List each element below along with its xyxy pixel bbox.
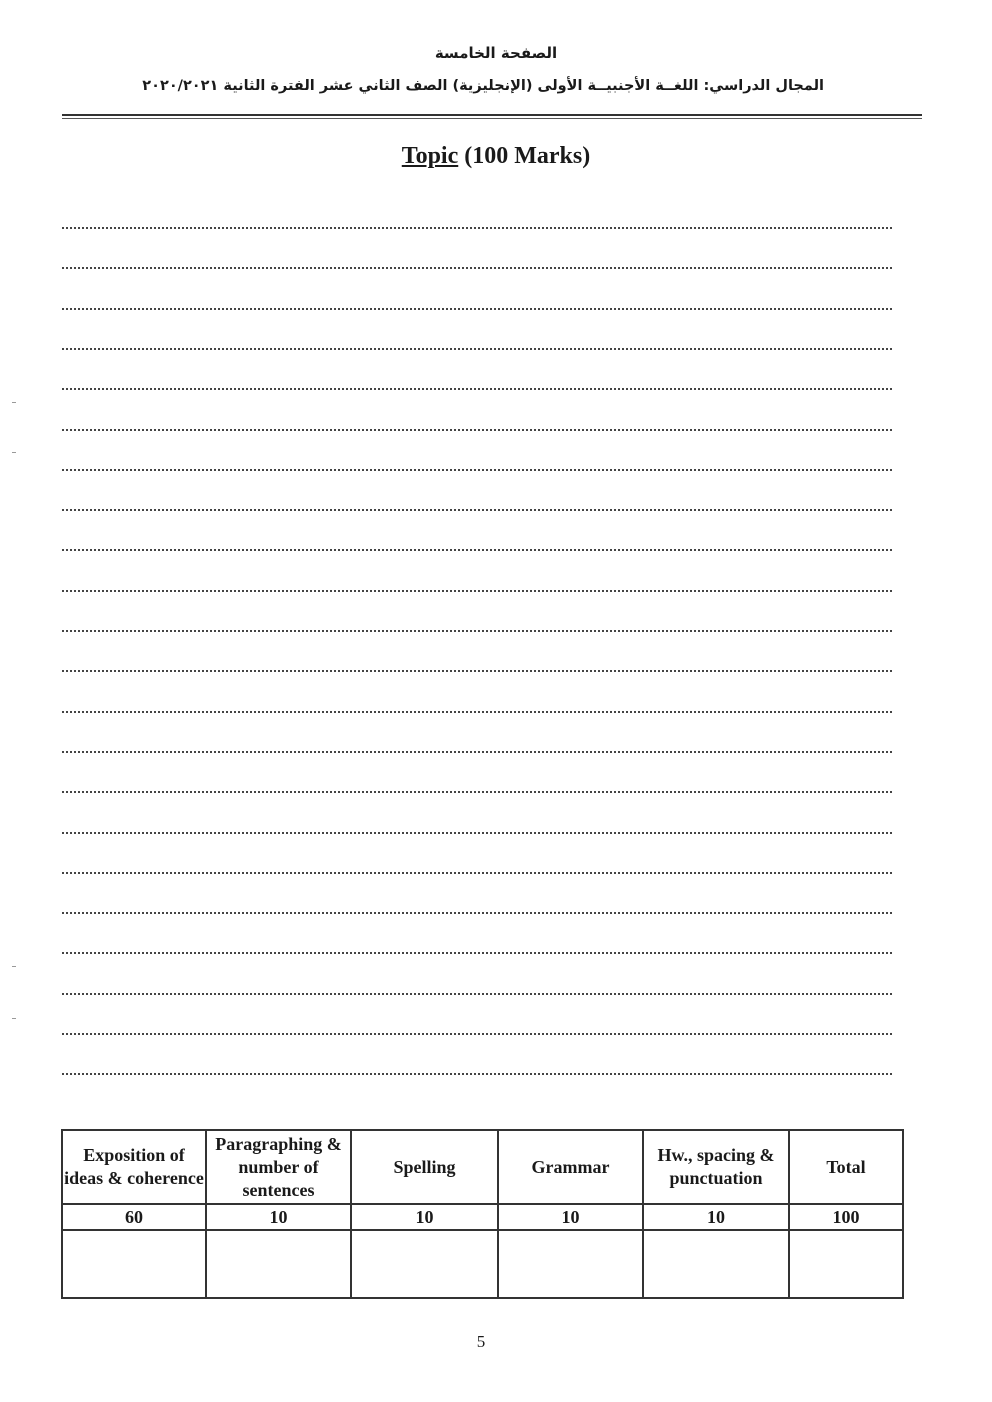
answer-line[interactable] (62, 388, 892, 390)
answer-line[interactable] (62, 670, 892, 672)
title-marks: (100 Marks) (464, 143, 591, 169)
answer-line[interactable] (62, 1073, 892, 1075)
rubric-header-cell: Grammar (498, 1130, 643, 1204)
rubric-score-cell: 10 (643, 1204, 789, 1230)
rubric-header-cell: Spelling (351, 1130, 498, 1204)
answer-line[interactable] (62, 872, 892, 874)
header-rule-thin (62, 118, 922, 119)
rubric-score-cell: 10 (498, 1204, 643, 1230)
answer-line[interactable] (62, 993, 892, 995)
grading-cell[interactable] (643, 1230, 789, 1298)
answer-line[interactable] (62, 429, 892, 431)
rubric-header-row (62, 1130, 903, 1204)
rubric-score-cell: 10 (351, 1204, 498, 1230)
rubric-score-cell: 100 (789, 1204, 903, 1230)
answer-line[interactable] (62, 912, 892, 914)
title-topic-word: Topic (401, 143, 459, 169)
answer-line[interactable] (62, 952, 892, 954)
page-title (0, 143, 992, 170)
answer-line[interactable] (62, 348, 892, 350)
answer-line[interactable] (62, 509, 892, 511)
page-label: الصفحة الخامسة (434, 44, 558, 62)
grading-cell[interactable] (498, 1230, 643, 1298)
answer-line[interactable] (62, 308, 892, 310)
answer-line[interactable] (62, 549, 892, 551)
answer-line[interactable] (62, 469, 892, 471)
answer-line[interactable] (62, 751, 892, 753)
answer-line[interactable] (62, 227, 892, 229)
rubric-header-cell: Paragraphing & number of sentences (206, 1130, 351, 1204)
grading-cell[interactable] (62, 1230, 206, 1298)
grading-cell[interactable] (789, 1230, 903, 1298)
marks-rubric-table (61, 1129, 904, 1299)
rubric-header-cell: Hw., spacing & punctuation (643, 1130, 789, 1204)
answer-line[interactable] (62, 630, 892, 632)
rubric-header-cell: Total (789, 1130, 903, 1204)
answer-line[interactable] (62, 1033, 892, 1035)
grading-cell[interactable] (351, 1230, 498, 1298)
answer-line[interactable] (62, 267, 892, 269)
rubric-score-cell: 10 (206, 1204, 351, 1230)
answer-line[interactable] (62, 711, 892, 713)
answer-line[interactable] (62, 832, 892, 834)
rubric-score-cell: 60 (62, 1204, 206, 1230)
grading-cell[interactable] (206, 1230, 351, 1298)
header-rule-thick (62, 114, 922, 116)
rubric-grading-row (62, 1230, 903, 1298)
answer-line[interactable] (62, 590, 892, 592)
subject-line: المجال الدراسي: اللغــة الأجنبيــة الأولى (الإنجليزية) الصف الثاني عشر الفترة الثانية ٢٠٢٠/٢٠٢١ (142, 78, 824, 94)
answer-line[interactable] (62, 791, 892, 793)
rubric-header-cell: Exposition of ideas & coherence (62, 1130, 206, 1204)
page-number: 5 (476, 1332, 486, 1351)
rubric-score-row (62, 1204, 903, 1230)
